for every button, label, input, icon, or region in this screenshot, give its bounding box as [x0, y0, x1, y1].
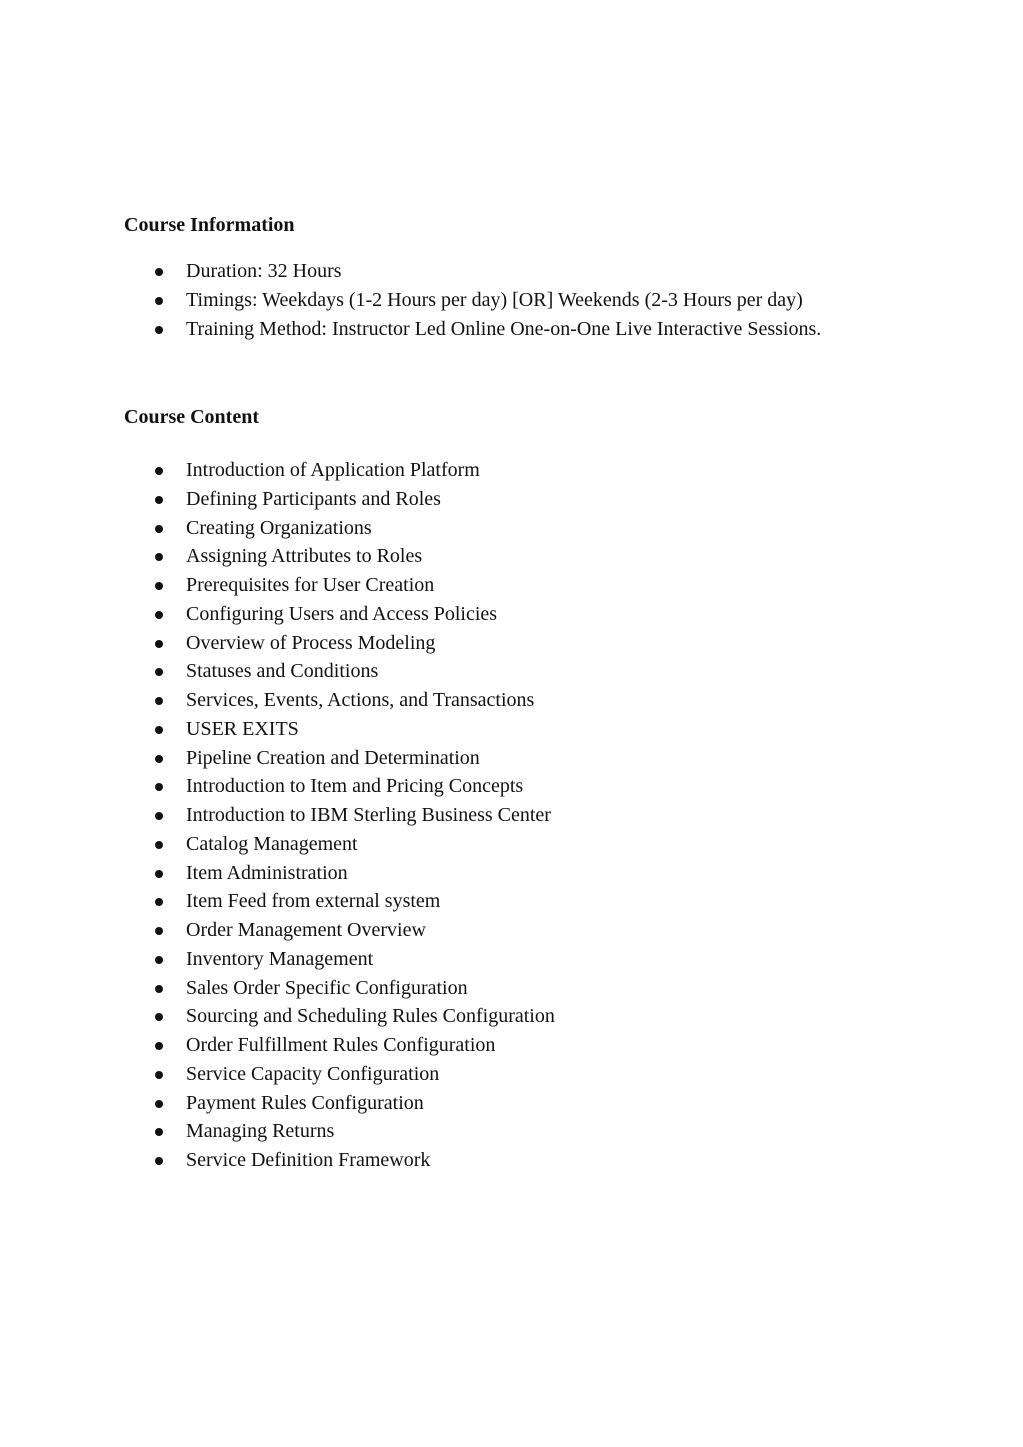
bullet-icon — [155, 1128, 163, 1136]
bullet-icon — [155, 611, 163, 619]
bullet-icon — [155, 927, 163, 935]
bullet-icon — [155, 326, 163, 334]
list-item-text: Managing Returns — [186, 1120, 335, 1143]
list-item-text: Services, Events, Actions, and Transactions — [186, 689, 535, 711]
bullet-icon — [155, 870, 163, 878]
list-item-text: Order Fulfillment Rules Configuration — [186, 1034, 496, 1056]
bullet-icon — [155, 297, 163, 305]
list-item-text: Item Feed from external system — [186, 890, 441, 913]
list-item-text: Service Definition Framework — [186, 1149, 431, 1171]
list-item-text: Timings: Weekdays (1-2 Hours per day) [OR] Weekends (2-3 Hours per day) — [186, 288, 803, 311]
list-item-text: Item Administration — [186, 861, 348, 884]
list-item-text: Statuses and Conditions — [186, 660, 379, 683]
bullet-icon — [155, 496, 163, 504]
bullet-icon — [155, 640, 163, 648]
course-information-heading: Course Information — [124, 214, 295, 236]
list-item-text: Service Capacity Configuration — [186, 1062, 440, 1085]
bullet-icon — [155, 783, 163, 791]
bullet-icon — [155, 1071, 163, 1079]
list-item-text: Introduction of Application Platform — [186, 459, 480, 481]
list-item-text: Introduction to Item and Pricing Concepts — [186, 775, 524, 798]
bullet-icon — [155, 841, 163, 849]
bullet-icon — [155, 755, 163, 763]
bullet-icon — [155, 1157, 163, 1165]
list-item-text: Payment Rules Configuration — [186, 1091, 424, 1114]
bullet-icon — [155, 726, 163, 734]
list-item-text: Sourcing and Scheduling Rules Configuration — [186, 1005, 555, 1028]
bullet-icon — [155, 898, 163, 906]
bullet-icon — [155, 668, 163, 676]
bullet-icon — [155, 985, 163, 993]
list-item-text: Defining Participants and Roles — [186, 487, 441, 510]
bullet-icon — [155, 956, 163, 964]
bullet-icon — [155, 1100, 163, 1108]
bullet-icon — [155, 467, 163, 475]
list-item-text: Assigning Attributes to Roles — [186, 545, 423, 568]
bullet-icon — [155, 525, 163, 533]
list-item-text: Introduction to IBM Sterling Business Center — [186, 804, 551, 826]
bullet-icon — [155, 1013, 163, 1021]
list-item-text: Duration: 32 Hours — [186, 260, 342, 282]
list-item-text: Overview of Process Modeling — [186, 631, 436, 654]
list-item-text: Prerequisites for User Creation — [186, 574, 435, 596]
list-item-text: Configuring Users and Access Policies — [186, 602, 498, 625]
course-content-heading: Course Content — [124, 406, 259, 428]
list-item-text: USER EXITS — [186, 717, 299, 740]
list-item-text: Sales Order Specific Configuration — [186, 976, 468, 999]
list-item-text: Training Method: Instructor Led Online One-on-One Live Interactive Sessions. — [186, 317, 822, 340]
list-item-text: Catalog Management — [186, 832, 358, 855]
bullet-icon — [155, 1042, 163, 1050]
list-item-text: Inventory Management — [186, 947, 374, 970]
list-item-text: Pipeline Creation and Determination — [186, 746, 480, 769]
bullet-icon — [155, 553, 163, 561]
list-item-text: Order Management Overview — [186, 919, 426, 941]
bullet-icon — [155, 812, 163, 820]
list-item-text: Creating Organizations — [186, 516, 372, 539]
bullet-icon — [155, 268, 163, 276]
bullet-icon — [155, 697, 163, 705]
bullet-icon — [155, 582, 163, 590]
